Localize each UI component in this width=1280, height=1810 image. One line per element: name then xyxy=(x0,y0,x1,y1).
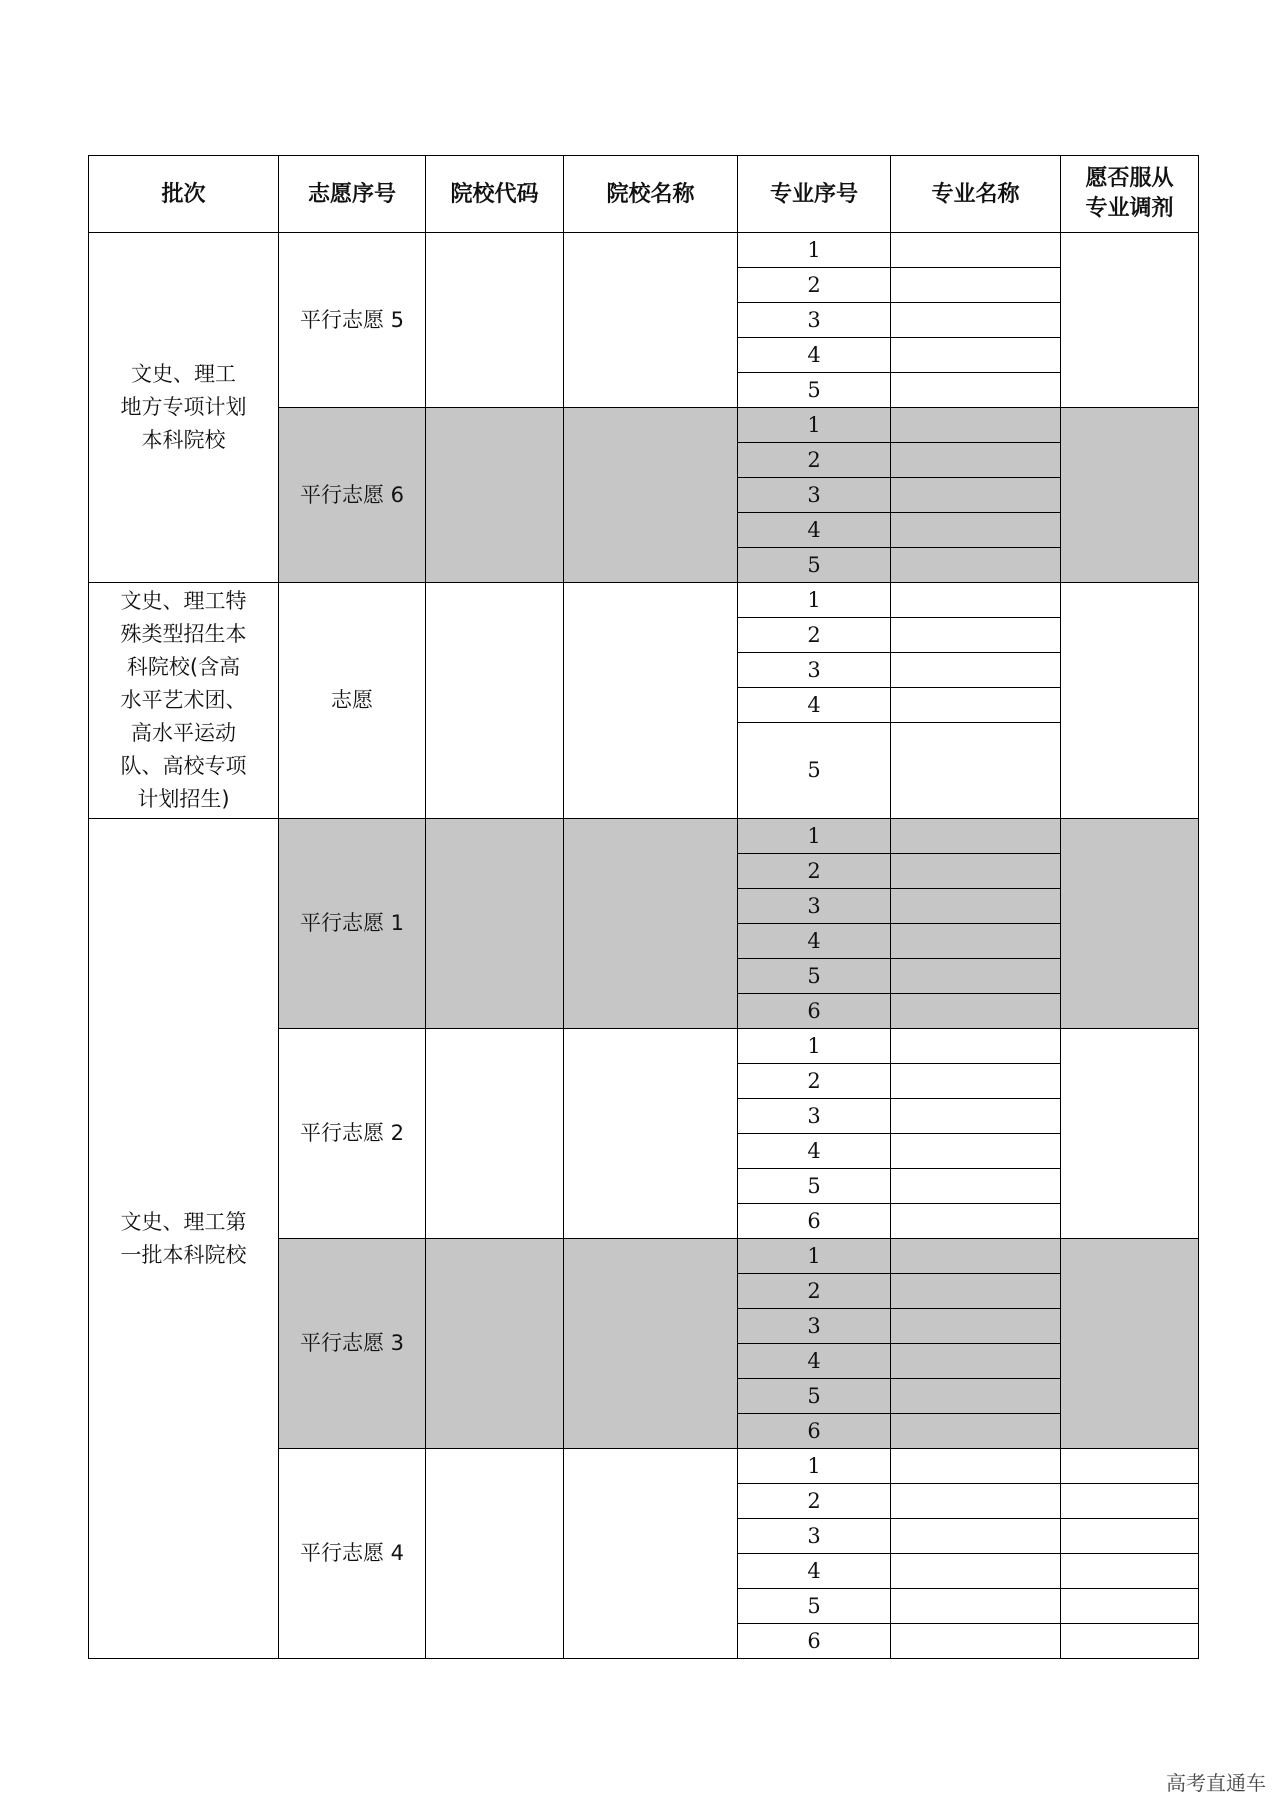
major-name-field[interactable] xyxy=(891,1589,1061,1624)
batch-line: 队、高校专项 xyxy=(120,754,247,778)
header-school-code: 院校代码 xyxy=(426,156,564,233)
major-no-cell: 3 xyxy=(738,653,891,688)
adjust-field[interactable] xyxy=(1061,1029,1199,1239)
major-name-field[interactable] xyxy=(891,513,1061,548)
major-name-field[interactable] xyxy=(891,443,1061,478)
batch-cell xyxy=(89,233,279,583)
header-adjust xyxy=(1061,156,1199,233)
form-body xyxy=(89,233,1199,1659)
adjust-field[interactable] xyxy=(1061,1519,1199,1554)
major-name-field[interactable] xyxy=(891,548,1061,583)
batch-line: 文史、理工第 xyxy=(120,1209,247,1234)
major-name-field[interactable] xyxy=(891,1344,1061,1379)
major-no-cell: 6 xyxy=(738,1414,891,1449)
major-name-field[interactable] xyxy=(891,994,1061,1029)
major-no-cell: 5 xyxy=(738,1379,891,1414)
major-name-field[interactable] xyxy=(891,723,1061,819)
major-no-cell: 4 xyxy=(738,688,891,723)
school-code-field[interactable] xyxy=(426,583,564,819)
school-name-field[interactable] xyxy=(564,408,738,583)
wish-label: 平行志愿 5 xyxy=(279,233,426,408)
school-name-field[interactable] xyxy=(564,819,738,1029)
batch-line: 一批本科院校 xyxy=(120,1242,247,1267)
major-name-field[interactable] xyxy=(891,268,1061,303)
school-code-field[interactable] xyxy=(426,1449,564,1659)
batch-line: 文史、理工特 xyxy=(120,589,247,613)
school-code-field[interactable] xyxy=(426,233,564,408)
major-no-cell: 5 xyxy=(738,1589,891,1624)
major-name-field[interactable] xyxy=(891,1204,1061,1239)
major-name-field[interactable] xyxy=(891,1554,1061,1589)
adjust-field[interactable] xyxy=(1061,819,1199,1029)
wish-label: 平行志愿 4 xyxy=(279,1449,426,1659)
school-code-field[interactable] xyxy=(426,1029,564,1239)
header-major-no: 专业序号 xyxy=(738,156,891,233)
major-no-cell: 2 xyxy=(738,443,891,478)
major-name-field[interactable] xyxy=(891,1274,1061,1309)
adjust-field[interactable] xyxy=(1061,1239,1199,1449)
major-name-field[interactable] xyxy=(891,1449,1061,1484)
school-name-field[interactable] xyxy=(564,233,738,408)
major-name-field[interactable] xyxy=(891,1309,1061,1344)
header-major-name: 专业名称 xyxy=(891,156,1061,233)
major-name-field[interactable] xyxy=(891,1484,1061,1519)
major-name-field[interactable] xyxy=(891,478,1061,513)
wish-label: 平行志愿 2 xyxy=(279,1029,426,1239)
school-name-field[interactable] xyxy=(564,1029,738,1239)
major-name-field[interactable] xyxy=(891,1519,1061,1554)
major-name-field[interactable] xyxy=(891,408,1061,443)
major-no-cell: 3 xyxy=(738,478,891,513)
major-name-field[interactable] xyxy=(891,1064,1061,1099)
major-no-cell: 2 xyxy=(738,1484,891,1519)
header-row xyxy=(89,156,1199,233)
wish-label: 志愿 xyxy=(279,583,426,819)
major-no-cell: 1 xyxy=(738,1449,891,1484)
major-name-field[interactable] xyxy=(891,373,1061,408)
major-no-cell: 5 xyxy=(738,959,891,994)
header-wish-no: 志愿序号 xyxy=(279,156,426,233)
adjust-field[interactable] xyxy=(1061,583,1199,819)
major-no-cell: 3 xyxy=(738,1309,891,1344)
major-no-cell: 5 xyxy=(738,1169,891,1204)
major-no-cell: 4 xyxy=(738,1134,891,1169)
major-name-field[interactable] xyxy=(891,889,1061,924)
batch-line: 殊类型招生本 xyxy=(120,622,247,646)
major-no-cell: 4 xyxy=(738,1554,891,1589)
major-no-cell: 1 xyxy=(738,1029,891,1064)
major-no-cell: 6 xyxy=(738,1204,891,1239)
major-no-cell: 1 xyxy=(738,408,891,443)
batch-line: 高水平运动 xyxy=(131,721,236,745)
major-name-field[interactable] xyxy=(891,959,1061,994)
major-no-cell: 1 xyxy=(738,819,891,854)
wish-label: 平行志愿 1 xyxy=(279,819,426,1029)
major-name-field[interactable] xyxy=(891,618,1061,653)
major-no-cell: 3 xyxy=(738,889,891,924)
batch-line: 计划招生) xyxy=(137,787,230,811)
major-name-field[interactable] xyxy=(891,1029,1061,1064)
major-no-cell: 2 xyxy=(738,618,891,653)
major-no-cell: 1 xyxy=(738,583,891,618)
school-code-field[interactable] xyxy=(426,819,564,1029)
batch-line: 本科院校 xyxy=(141,428,226,452)
major-no-cell: 1 xyxy=(738,233,891,268)
major-name-field[interactable] xyxy=(891,233,1061,268)
major-no-cell: 5 xyxy=(738,548,891,583)
adjust-field[interactable] xyxy=(1061,408,1199,583)
batch-line: 文史、理工 xyxy=(131,362,236,386)
header-adjust-line1: 愿否服从 xyxy=(1085,166,1174,191)
major-no-cell: 5 xyxy=(738,723,891,819)
major-name-field[interactable] xyxy=(891,854,1061,889)
batch-cell xyxy=(89,583,279,819)
adjust-field[interactable] xyxy=(1061,1484,1199,1519)
batch-line: 地方专项计划 xyxy=(120,395,247,419)
major-no-cell: 4 xyxy=(738,513,891,548)
major-name-field[interactable] xyxy=(891,688,1061,723)
major-no-cell: 4 xyxy=(738,924,891,959)
batch-cell xyxy=(89,819,279,1659)
major-no-cell: 2 xyxy=(738,1064,891,1099)
major-no-cell: 2 xyxy=(738,854,891,889)
school-name-field[interactable] xyxy=(564,1449,738,1659)
adjust-field[interactable] xyxy=(1061,1624,1199,1659)
major-no-cell: 6 xyxy=(738,1624,891,1659)
wish-label: 平行志愿 6 xyxy=(279,408,426,583)
major-name-field[interactable] xyxy=(891,819,1061,854)
application-form-table xyxy=(88,155,1199,1659)
school-name-field[interactable] xyxy=(564,1239,738,1449)
adjust-field[interactable] xyxy=(1061,1554,1199,1589)
major-row xyxy=(89,819,1199,854)
major-name-field[interactable] xyxy=(891,338,1061,373)
major-no-cell: 3 xyxy=(738,1099,891,1134)
header-school-name: 院校名称 xyxy=(564,156,738,233)
adjust-field[interactable] xyxy=(1061,233,1199,408)
major-name-field[interactable] xyxy=(891,303,1061,338)
major-no-cell: 6 xyxy=(738,994,891,1029)
adjust-field[interactable] xyxy=(1061,1449,1199,1484)
batch-line: 水平艺术团、 xyxy=(120,688,247,712)
wish-label: 平行志愿 3 xyxy=(279,1239,426,1449)
major-name-field[interactable] xyxy=(891,1379,1061,1414)
major-no-cell: 5 xyxy=(738,373,891,408)
major-name-field[interactable] xyxy=(891,1099,1061,1134)
watermark-text: 高考直通车 xyxy=(1166,1771,1266,1795)
major-name-field[interactable] xyxy=(891,653,1061,688)
major-name-field[interactable] xyxy=(891,1134,1061,1169)
major-name-field[interactable] xyxy=(891,1624,1061,1659)
major-name-field[interactable] xyxy=(891,1414,1061,1449)
major-name-field[interactable] xyxy=(891,1239,1061,1274)
batch-line: 科院校(含高 xyxy=(126,655,241,679)
adjust-field[interactable] xyxy=(1061,1589,1199,1624)
major-no-cell: 1 xyxy=(738,1239,891,1274)
major-no-cell: 2 xyxy=(738,268,891,303)
school-name-field[interactable] xyxy=(564,583,738,819)
major-name-field[interactable] xyxy=(891,1169,1061,1204)
school-code-field[interactable] xyxy=(426,408,564,583)
major-no-cell: 3 xyxy=(738,303,891,338)
major-no-cell: 4 xyxy=(738,338,891,373)
major-no-cell: 2 xyxy=(738,1274,891,1309)
major-name-field[interactable] xyxy=(891,924,1061,959)
major-no-cell: 4 xyxy=(738,1344,891,1379)
major-no-cell: 3 xyxy=(738,1519,891,1554)
major-row xyxy=(89,583,1199,618)
major-name-field[interactable] xyxy=(891,583,1061,618)
major-row xyxy=(89,233,1199,268)
school-code-field[interactable] xyxy=(426,1239,564,1449)
header-adjust-line2: 专业调剂 xyxy=(1085,196,1174,221)
header-batch: 批次 xyxy=(89,156,279,233)
